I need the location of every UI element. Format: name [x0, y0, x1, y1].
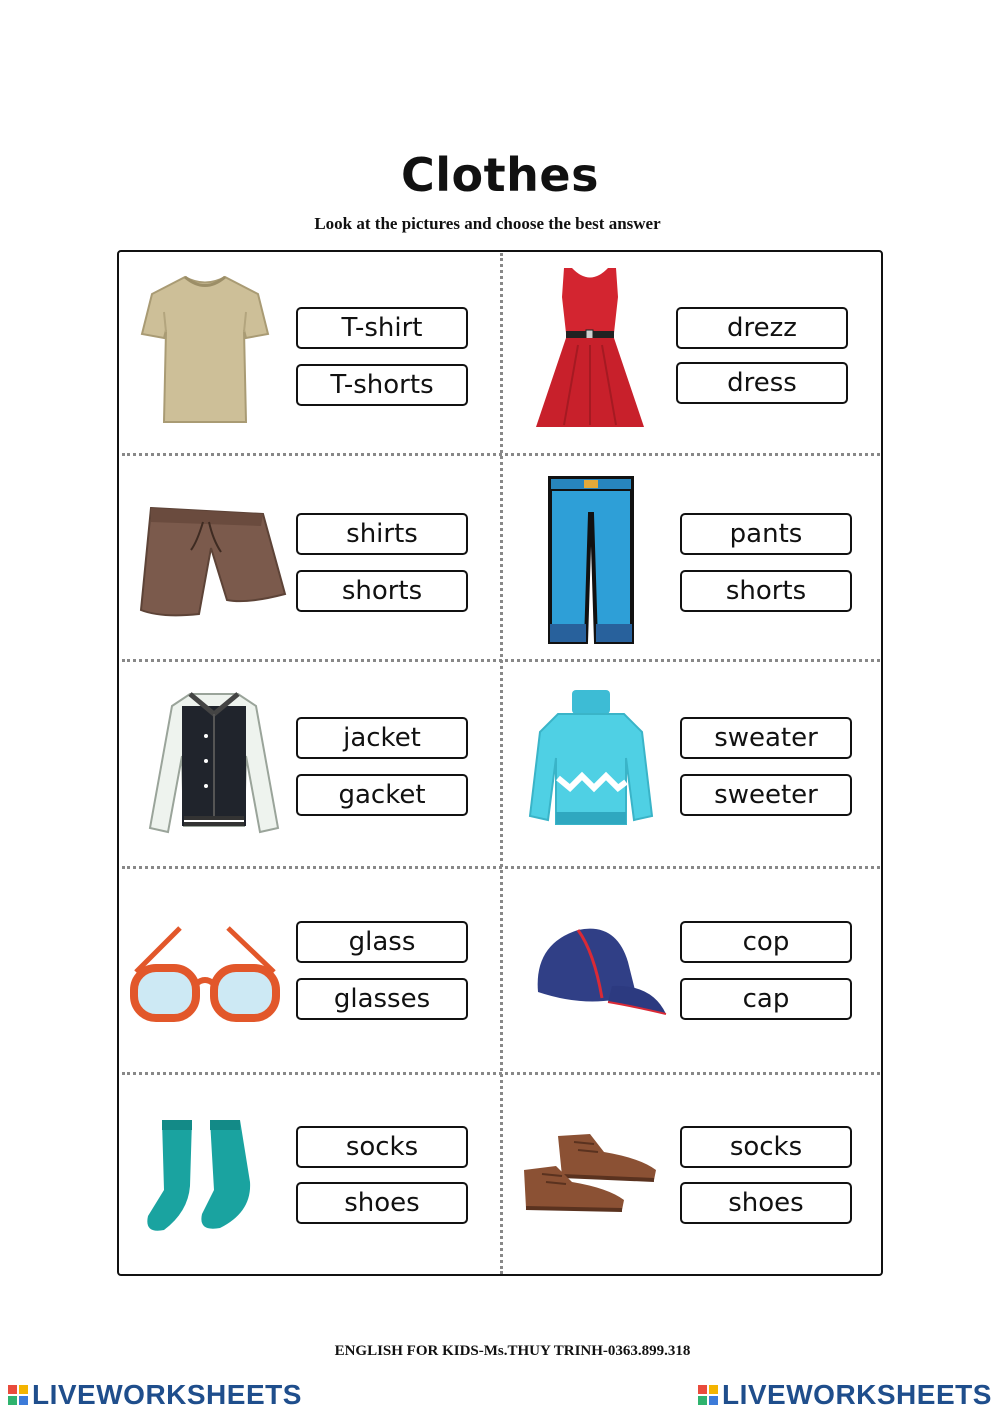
answer-option[interactable]: socks — [296, 1126, 468, 1168]
liveworksheets-logo[interactable] — [8, 1379, 302, 1411]
answer-option[interactable]: cap — [680, 978, 852, 1020]
glasses-picture — [130, 922, 280, 1024]
answer-option[interactable]: socks — [680, 1126, 852, 1168]
row-divider — [122, 866, 880, 869]
brand-name: LIVEWORKSHEETS — [32, 1379, 302, 1410]
row-divider — [122, 659, 880, 662]
worksheet-footer: ENGLISH FOR KIDS-Ms.THUY TRINH-0363.899.318 — [334, 1343, 691, 1359]
worksheet-instructions: Look at the pictures and choose the best answer — [314, 214, 661, 233]
column-divider — [500, 253, 503, 1274]
answer-option[interactable]: T-shirt — [296, 307, 468, 349]
row-divider — [122, 1072, 880, 1075]
socks-picture — [140, 1116, 260, 1236]
worksheet-title: Clothes — [401, 148, 599, 202]
answer-option[interactable]: T-shorts — [296, 364, 468, 406]
answer-option[interactable]: shorts — [296, 570, 468, 612]
jacket-picture — [144, 686, 284, 838]
jeans-picture — [546, 474, 636, 648]
answer-option[interactable]: shirts — [296, 513, 468, 555]
shoes-picture — [520, 1130, 662, 1216]
answer-option[interactable]: shoes — [680, 1182, 852, 1224]
row-divider — [122, 453, 880, 456]
answer-option[interactable]: sweeter — [680, 774, 852, 816]
answer-option[interactable]: gacket — [296, 774, 468, 816]
answer-option[interactable]: pants — [680, 513, 852, 555]
t-shirt-picture — [140, 272, 270, 427]
answer-option[interactable]: drezz — [676, 307, 848, 349]
answer-option[interactable]: cop — [680, 921, 852, 963]
answer-option[interactable]: glasses — [296, 978, 468, 1020]
liveworksheets-logo[interactable] — [698, 1379, 992, 1411]
answer-option[interactable]: glass — [296, 921, 468, 963]
answer-option[interactable]: shoes — [296, 1182, 468, 1224]
dress-picture — [534, 265, 646, 433]
answer-option[interactable]: jacket — [296, 717, 468, 759]
liveworksheets-icon — [698, 1385, 718, 1405]
answer-option[interactable]: sweater — [680, 717, 852, 759]
brand-name: LIVEWORKSHEETS — [722, 1379, 992, 1410]
liveworksheets-icon — [8, 1385, 28, 1405]
sweater-picture — [528, 688, 654, 834]
shorts-picture — [137, 500, 289, 622]
cap-picture — [532, 926, 670, 1020]
answer-option[interactable]: dress — [676, 362, 848, 404]
answer-option[interactable]: shorts — [680, 570, 852, 612]
